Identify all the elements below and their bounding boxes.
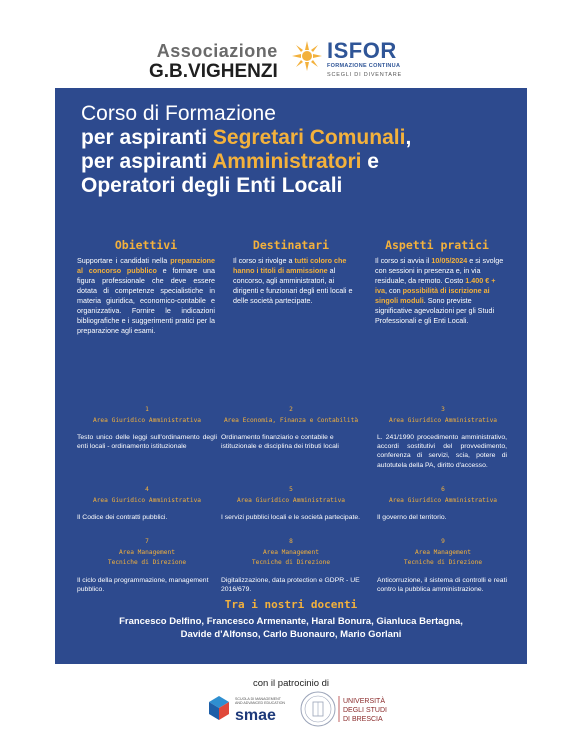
aspetti-p4: . Sono previste significative agevolazioni per gli Studi Professionali e gli Enti Locali. [375, 295, 495, 325]
module-6-number: 6 [441, 486, 445, 493]
destinatari-bold1: tutti coloro che hanno i titoli di ammissione [233, 256, 347, 275]
smae-name: smae [235, 707, 276, 724]
module-2-area: Area Economia, Finanza e Contabilità [223, 417, 359, 424]
module-4-desc: Il Codice dei contratti pubblici. [77, 514, 168, 521]
unibs-line1: UNIVERSITÀ [343, 698, 386, 705]
smae-small1: SCUOLA DI MANAGEMENT [235, 697, 281, 701]
module-7-number: 7 [145, 538, 149, 545]
docenti-names [55, 616, 527, 642]
title-line3-highlight: Amministratori [212, 150, 362, 174]
obiettivi-p1: Supportare i candidati nella [77, 256, 171, 265]
destinatari-heading: Destinatari [252, 238, 330, 252]
aspetti-text [375, 256, 505, 326]
module-9-number: 9 [441, 538, 445, 545]
module-1-number: 1 [145, 406, 149, 413]
smae-small2: AND ADVANCED EDUCATION [235, 701, 285, 705]
smae-cube-icon [209, 696, 229, 720]
sun-logo-icon [291, 40, 323, 72]
module-2-number: 2 [289, 406, 293, 413]
title-line3-pre: per aspiranti [81, 150, 213, 174]
isfor-sub1: FORMAZIONE CONTINUA [327, 63, 401, 69]
aspetti-p3: , con [385, 285, 403, 295]
module-8-area [213, 548, 369, 567]
module-3-number: 3 [441, 406, 445, 413]
assoc-line2: G.B.VIGHENZI [149, 61, 278, 82]
blue-panel [55, 88, 527, 664]
aspetti-heading: Aspetti pratici [385, 238, 489, 252]
module-8-area-line2: Tecniche di Direzione [251, 558, 331, 566]
docenti-line1: Francesco Delfino, Francesco Armenante, Haral Bonura, Gianluca Bertagna, [119, 616, 463, 627]
obiettivi-bold1: preparazione al concorso pubblico [77, 256, 215, 275]
module-9-area-line1: Area Management [415, 549, 471, 556]
module-3-area: Area Giuridico Amministrativa [388, 417, 498, 424]
module-9-desc: Anticorruzione, il sistema di controlli e reati contro la pubblica amministrazione. [377, 577, 507, 594]
module-8-area-line1: Area Management [263, 549, 319, 556]
module-1-desc: Testo unico delle leggi sull'ordinamento degli enti locali - ordinamento istituzionale [77, 434, 217, 451]
obiettivi-text [77, 256, 215, 336]
destinatari-text [233, 256, 357, 306]
aspetti-p2: e si svolge con sessioni in presenza e, in via residuale, da remoto. Costo [375, 256, 504, 285]
title-line2 [81, 126, 411, 150]
unibs-line3: DI BRESCIA [343, 716, 383, 723]
aspetti-p1: Il corso si avvia il [375, 256, 432, 265]
docenti-heading: Tra i nostri docenti [224, 598, 358, 611]
aspetti-bold2: 1.400 € + iva [375, 275, 496, 295]
module-7-desc: Il ciclo della programmazione, management pubblico. [77, 577, 209, 594]
isfor-logo [327, 40, 402, 78]
header [55, 30, 527, 88]
module-7-area-line2: Tecniche di Direzione [107, 558, 187, 566]
title-line1: Corso di Formazione [81, 102, 276, 125]
patrocinio-label: con il patrocinio di [252, 678, 330, 689]
module-1-area: Area Giuridico Amministrativa [92, 417, 202, 424]
isfor-name: ISFOR [327, 38, 397, 63]
module-9-area-line2: Tecniche di Direzione [403, 558, 483, 566]
associazione-logo [149, 42, 278, 81]
title-line2-post: , [405, 126, 412, 150]
assoc-line1: Associazione [156, 41, 278, 61]
docenti-line2: Davide d'Alfonso, Carlo Buonauro, Mario Gorlani [180, 628, 402, 640]
aspetti-bold1: 10/05/2024 [431, 256, 468, 265]
module-7-area-line1: Area Management [119, 549, 175, 556]
module-7-area [73, 548, 221, 567]
module-5-area: Area Giuridico Amministrativa [236, 497, 346, 504]
isfor-sub2: SCEGLI DI DIVENTARE [327, 71, 402, 78]
module-8-number: 8 [289, 538, 293, 545]
unibs-logo [299, 690, 419, 728]
module-8-desc: Digitalizzazione, data protection e GDPR - UE 2016/679. [221, 577, 360, 594]
title-line3 [81, 150, 411, 174]
module-6-desc: Il governo del territorio. [377, 514, 447, 521]
destinatari-p1: Il corso si rivolge a [233, 256, 295, 265]
obiettivi-p2: e formare una figura professionale che deve essere dotata di competenze specialistiche in materia giuridica, economico-contabile e organizzativa. Fornire le indicazioni bibliografiche e i suggerimenti pratici per la preparazione agli esami. [77, 265, 215, 335]
flyer-page [55, 30, 527, 730]
unibs-line2: DEGLI STUDI [343, 707, 387, 714]
title-line2-pre: per aspiranti [81, 126, 213, 150]
destinatari-p2: al concorso, agli amministratori, ai dirigenti e funzionari degli enti locali e delle società partecipate. [233, 265, 353, 305]
module-4-area: Area Giuridico Amministrativa [92, 497, 202, 504]
title-line4: Operatori degli Enti Locali [81, 174, 343, 198]
title-line2-highlight: Segretari Comunali [212, 126, 406, 150]
title-line3-post: e [361, 150, 379, 174]
module-5-desc: I servizi pubblici locali e le società partecipate. [221, 514, 361, 521]
smae-logo [205, 692, 297, 726]
module-3-desc: L. 241/1990 procedimento amministrativo, accordi sostitutivi del provvedimento, conferenza di servizi, scia, potere di autotutela della PA, diritto d'accesso. [377, 434, 507, 469]
module-4-number: 4 [145, 486, 149, 493]
course-title [81, 102, 411, 199]
module-5-number: 5 [289, 486, 293, 493]
module-9-area [369, 548, 517, 567]
obiettivi-heading: Obiettivi [114, 238, 178, 252]
module-6-area: Area Giuridico Amministrativa [388, 497, 498, 504]
module-2-desc: Ordinamento finanziario e contabile e istituzionale e disciplina dei tributi locali [221, 434, 339, 451]
aspetti-bold3: possibilità di iscrizione ai singoli moduli [375, 285, 490, 305]
university-seal-icon [301, 692, 335, 726]
